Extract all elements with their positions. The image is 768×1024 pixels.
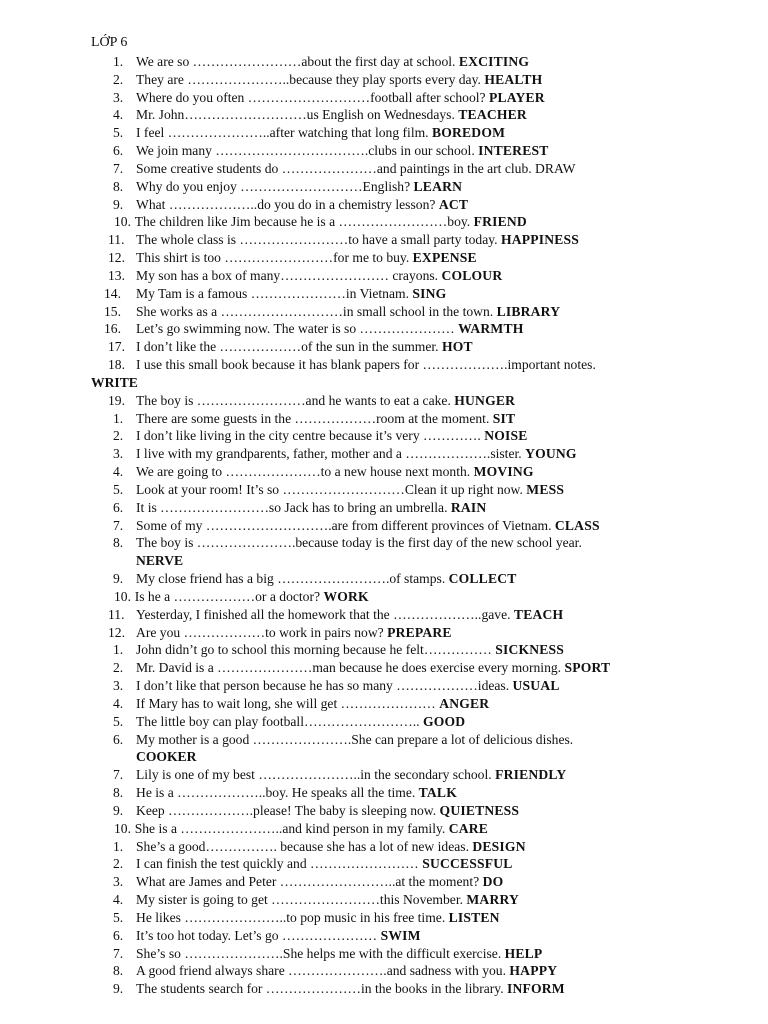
exercise-item: [0, 784, 768, 802]
item-number: 6.: [113, 499, 124, 515]
exercise-item: [0, 677, 768, 695]
item-number: 4.: [113, 107, 124, 123]
item-sentence: [136, 534, 582, 552]
item-sentence: [136, 178, 462, 196]
continued-clue: COOKER: [136, 749, 197, 765]
sentence-text: She works as a ………………………in small school in the town.: [136, 303, 494, 319]
sentence-text: Some of my ……………………….are from different provinces of Vietnam.: [136, 517, 552, 533]
word-form-clue: INTEREST: [478, 143, 549, 159]
sentence-text: The little boy can play football……………………..: [136, 713, 420, 729]
item-number: 7.: [113, 517, 124, 533]
word-form-clue: PREPARE: [387, 624, 452, 640]
exercise-item: [0, 962, 768, 980]
item-number: 1.: [113, 54, 124, 69]
item-sentence: [136, 731, 573, 749]
exercise-item: [0, 641, 768, 659]
sentence-text: Lily is one of my best …………………..in the secondary school.: [136, 767, 492, 783]
item-number: 4.: [113, 695, 124, 711]
sentence-text: I live with my grandparents, father, mother and a ……………….sister.: [136, 446, 522, 462]
item-sentence: [136, 766, 566, 784]
item-number: 9.: [113, 802, 124, 818]
exercise-item: [0, 855, 768, 873]
continued-clue: NERVE: [136, 553, 184, 569]
item-sentence: [136, 659, 610, 677]
sentence-text: My son has a box of many…………………… crayons.: [136, 267, 439, 283]
item-number: 3.: [113, 678, 124, 694]
item-number: 5.: [113, 713, 124, 729]
item-number: 15.: [104, 303, 121, 319]
item-sentence: [136, 338, 473, 356]
exercise-item: [0, 731, 768, 749]
exercise-item: [0, 927, 768, 945]
item-number: 1.: [113, 642, 124, 658]
word-form-clue: SICKNESS: [495, 642, 565, 658]
item-sentence: [136, 909, 500, 927]
exercise-item: [0, 945, 768, 963]
exercise-item: [0, 338, 768, 356]
item-number: 16.: [104, 321, 121, 337]
item-sentence: [135, 588, 369, 606]
item-number: 11.: [108, 232, 125, 248]
item-number: 9.: [113, 196, 124, 212]
exercise-item: [0, 766, 768, 784]
word-form-clue: LIBRARY: [496, 303, 561, 319]
item-sentence: [136, 267, 502, 285]
word-form-clue: TEACHER: [458, 107, 527, 123]
sentence-text: I use this small book because it has blank papers for ……………….important notes.: [136, 357, 596, 373]
item-sentence: [136, 570, 517, 588]
word-form-clue: TEACH: [513, 606, 564, 622]
exercise-item: [0, 285, 768, 303]
item-sentence: [136, 802, 519, 820]
word-form-clue: LEARN: [413, 178, 463, 194]
word-form-clue: WARMTH: [458, 321, 524, 337]
item-number: 5.: [113, 481, 124, 497]
item-sentence: [136, 695, 489, 713]
sentence-text: She’s so ………………….She helps me with the difficult exercise.: [136, 945, 502, 961]
word-form-clue: CLASS: [554, 517, 600, 533]
item-sentence: [136, 285, 446, 303]
sentence-text: We join many …………………………….clubs in our school.: [136, 143, 475, 159]
item-sentence: [136, 142, 549, 160]
word-form-clue: USUAL: [512, 678, 560, 694]
item-sentence: [136, 962, 557, 980]
sentence-text: I can finish the test quickly and ……………………: [136, 856, 419, 872]
word-form-clue: EXPENSE: [412, 250, 477, 266]
sentence-text: What are James and Peter ……………………..at the moment?: [136, 874, 480, 890]
item-sentence: [135, 820, 488, 838]
item-number: 13.: [108, 267, 125, 283]
item-sentence: [136, 392, 515, 410]
sentence-text: If Mary has to wait long, she will get …………………: [136, 695, 436, 711]
word-form-clue: DO: [482, 874, 504, 890]
item-number: 4.: [113, 464, 124, 480]
word-form-clue: MOVING: [473, 464, 534, 480]
sentence-text: This shirt is too ……………………for me to buy.: [136, 250, 410, 266]
word-form-clue: FRIEND: [473, 214, 527, 230]
sentence-text: Where do you often ………………………football after school?: [136, 89, 486, 105]
sentence-text: The children like Jim because he is a ……………………boy.: [134, 214, 471, 230]
word-form-clue: MARRY: [466, 892, 520, 907]
sentence-text: It’s too hot today. Let’s go …………………: [136, 927, 378, 943]
word-form-clue: EXCITING: [458, 54, 530, 69]
exercise-item: [0, 481, 768, 499]
item-sentence: [135, 213, 527, 231]
word-form-clue: ACT: [438, 196, 469, 212]
item-number: 2.: [113, 660, 124, 676]
item-number: 10.: [114, 820, 131, 836]
item-number: 2.: [113, 428, 124, 444]
item-sentence: [136, 53, 529, 71]
exercise-item: [0, 534, 768, 552]
item-number: 8.: [113, 178, 124, 194]
item-sentence: [136, 481, 564, 499]
sentence-text: The boy is ……………………and he wants to eat a cake.: [136, 392, 451, 408]
exercise-item: [0, 196, 768, 214]
page-title: LỚP 6: [91, 35, 128, 50]
sentence-text: They are …………………..because they play sports every day.: [136, 71, 481, 87]
sentence-text: John didn’t go to school this morning because he felt……………: [136, 642, 496, 658]
item-number: 7.: [113, 767, 124, 783]
item-number: 12.: [108, 624, 125, 640]
exercise-item: [0, 463, 768, 481]
item-sentence: [136, 320, 524, 338]
item-number: 19.: [108, 392, 125, 408]
item-sentence: [136, 838, 526, 856]
exercise-item: [0, 909, 768, 927]
sentence-text: I feel …………………..after watching that long film.: [136, 125, 429, 141]
item-number: 10.: [114, 214, 131, 230]
item-number: 6.: [113, 143, 124, 159]
item-number: 11.: [108, 606, 125, 622]
item-number: 17.: [108, 339, 125, 355]
sentence-text: Mr. David is a …………………man because he does exercise every morning.: [136, 660, 562, 676]
item-sentence: [136, 356, 596, 374]
item-sentence: [136, 677, 560, 695]
exercise-item: [0, 713, 768, 731]
word-form-clue: HAPPINESS: [500, 232, 580, 248]
exercise-item: [0, 517, 768, 535]
sentence-text: I don’t like the ………………of the sun in the summer.: [136, 339, 439, 355]
sentence-text: We are so ……………………about the first day at school.: [136, 54, 456, 69]
sentence-text: Mr. John………………………us English on Wednesdays.: [136, 107, 455, 123]
word-form-clue: MESS: [526, 481, 565, 497]
item-sentence: [136, 71, 542, 89]
item-number: 14.: [104, 285, 121, 301]
word-form-clue: QUIETNESS: [439, 802, 520, 818]
word-form-clue: GOOD: [422, 713, 466, 729]
item-number: 8.: [113, 785, 124, 801]
sentence-text: Is he a ………………or a doctor?: [134, 588, 321, 604]
item-number: 2.: [113, 856, 124, 872]
word-form-clue: TALK: [418, 785, 457, 801]
sentence-text: My close friend has a big …………………….of stamps.: [136, 571, 446, 587]
exercise-item: [0, 392, 768, 410]
sentence-text: She’s a good……………. because she has a lot of new ideas.: [136, 838, 469, 854]
word-form-clue: WORK: [323, 588, 369, 604]
item-number: 7.: [113, 160, 124, 176]
item-number: 6.: [113, 731, 124, 747]
exercise-item: [0, 980, 768, 998]
sentence-text: There are some guests in the ………………room at the moment.: [136, 410, 490, 426]
exercise-item: [0, 213, 768, 231]
exercise-item: [0, 142, 768, 160]
exercise-item: [0, 249, 768, 267]
item-sentence: [136, 624, 452, 642]
sentence-text: He likes …………………..to pop music in his free time.: [136, 909, 446, 925]
exercise-item: [0, 624, 768, 642]
item-sentence: [136, 927, 421, 945]
item-sentence: [136, 713, 465, 731]
item-number: 4.: [113, 892, 124, 907]
sentence-text: Look at your room! It’s so ………………………Clean it up right now.: [136, 481, 523, 497]
word-form-clue: ANGER: [439, 695, 490, 711]
sentence-text: My sister is going to get ……………………this November.: [136, 892, 463, 907]
word-form-clue: SUCCESSFUL: [422, 856, 513, 872]
exercise-item: [0, 838, 768, 856]
exercise-item: [0, 802, 768, 820]
item-number: 7.: [113, 945, 124, 961]
word-form-clue: COLOUR: [441, 267, 503, 283]
exercise-item: [0, 71, 768, 89]
item-number: 8.: [113, 535, 124, 551]
sentence-text: I don’t like living in the city centre because it’s very ………….: [136, 428, 481, 444]
item-number: 2.: [113, 71, 124, 87]
sentence-text: The whole class is ……………………to have a small party today.: [136, 232, 498, 248]
exercise-item: [0, 356, 768, 374]
item-sentence: [136, 891, 519, 909]
item-number: 1.: [113, 410, 124, 426]
exercise-item: [0, 659, 768, 677]
word-form-clue: INFORM: [507, 981, 565, 997]
exercise-item: [0, 89, 768, 107]
item-number: 3.: [113, 874, 124, 890]
word-form-clue: DESIGN: [472, 838, 526, 854]
sentence-text: A good friend always share ………………….and sadness with you.: [136, 963, 506, 979]
sentence-text: The boy is ………………….because today is the first day of the new school year.: [136, 535, 582, 551]
exercise-item: [0, 427, 768, 445]
word-form-clue: YOUNG: [525, 446, 577, 462]
item-sentence: [136, 89, 545, 107]
word-form-clue: HUNGER: [454, 392, 516, 408]
exercise-item: [0, 445, 768, 463]
item-number: 6.: [113, 927, 124, 943]
sentence-text: We are going to …………………to a new house next month.: [136, 464, 471, 480]
exercise-item: [0, 695, 768, 713]
sentence-text: Why do you enjoy ………………………English?: [136, 178, 411, 194]
item-sentence: [136, 249, 477, 267]
exercise-item: [0, 588, 768, 606]
item-sentence: [136, 945, 542, 963]
exercise-item: [0, 267, 768, 285]
item-sentence: [136, 606, 563, 624]
item-sentence: [136, 784, 457, 802]
exercise-item: [0, 303, 768, 321]
word-form-clue: SING: [412, 285, 447, 301]
sentence-text: It is ……………………so Jack has to bring an umbrella.: [136, 499, 448, 515]
exercise-item: [0, 891, 768, 909]
item-sentence: [136, 303, 560, 321]
exercise-item: [0, 160, 768, 178]
item-number: 9.: [113, 571, 124, 587]
word-form-clue: PLAYER: [488, 89, 545, 105]
item-number: 9.: [113, 981, 124, 997]
word-form-clue: SWIM: [380, 927, 421, 943]
sentence-text: My mother is a good ………………….She can prepare a lot of delicious dishes.: [136, 731, 574, 747]
exercise-item: [0, 178, 768, 196]
sentence-text: Are you ………………to work in pairs now?: [136, 624, 384, 640]
section-heading: WRITE: [91, 374, 138, 390]
sentence-text: Let’s go swimming now. The water is so …………………: [136, 321, 455, 337]
exercise-item: [0, 820, 768, 838]
item-sentence: [136, 980, 565, 998]
item-sentence: [136, 499, 486, 517]
sentence-text: He is a ………………..boy. He speaks all the time.: [136, 785, 416, 801]
exercise-item: [0, 606, 768, 624]
item-number: 10.: [114, 588, 131, 604]
item-number: 3.: [113, 89, 124, 105]
sentence-text: Some creative students do …………………and paintings in the art club. DRAW: [136, 160, 576, 176]
item-sentence: [136, 410, 515, 428]
sentence-text: Keep ……………….please! The baby is sleeping now.: [136, 802, 437, 818]
exercise-item: [0, 873, 768, 891]
word-form-clue: SIT: [492, 410, 516, 426]
word-form-clue: HELP: [504, 945, 543, 961]
exercise-item: [0, 410, 768, 428]
sentence-text: What ………………..do you do in a chemistry lesson?: [136, 196, 436, 212]
word-form-clue: BOREDOM: [431, 125, 506, 141]
item-sentence: [136, 517, 600, 535]
exercise-item: [0, 106, 768, 124]
exercise-item: [0, 231, 768, 249]
item-number: 18.: [108, 357, 125, 373]
sentence-text: Yesterday, I finished all the homework that the ………………..gave.: [136, 606, 511, 622]
item-sentence: [136, 427, 528, 445]
word-form-clue: NOISE: [484, 428, 528, 444]
exercise-item: [0, 499, 768, 517]
word-form-clue: COLLECT: [448, 571, 517, 587]
item-sentence: [136, 124, 505, 142]
item-number: 12.: [108, 250, 125, 266]
item-sentence: [136, 463, 534, 481]
item-sentence: [136, 873, 503, 891]
item-number: 1.: [113, 838, 124, 854]
sentence-text: The students search for …………………in the books in the library.: [136, 981, 504, 997]
word-form-clue: HAPPY: [509, 963, 558, 979]
item-sentence: [136, 106, 527, 124]
item-number: 3.: [113, 446, 124, 462]
exercise-item: [0, 53, 768, 71]
item-sentence: [136, 196, 468, 214]
word-form-clue: FRIENDLY: [495, 767, 567, 783]
exercise-item: [0, 320, 768, 338]
word-form-clue: SPORT: [564, 660, 611, 676]
exercise-item: [0, 570, 768, 588]
item-sentence: [136, 445, 577, 463]
word-form-clue: CARE: [448, 820, 489, 836]
word-form-clue: LISTEN: [448, 909, 500, 925]
item-sentence: [136, 641, 564, 659]
sentence-text: I don’t like that person because he has so many ………………ideas.: [136, 678, 510, 694]
exercise-item: [0, 124, 768, 142]
word-form-clue: HOT: [441, 339, 473, 355]
sentence-text: My Tam is a famous …………………in Vietnam.: [136, 285, 409, 301]
item-sentence: [136, 855, 513, 873]
item-number: 5.: [113, 125, 124, 141]
sentence-text: She is a …………………..and kind person in my family.: [134, 820, 446, 836]
item-number: 8.: [113, 963, 124, 979]
word-form-clue: HEALTH: [484, 71, 543, 87]
item-sentence: [136, 231, 579, 249]
item-sentence: [136, 160, 576, 178]
item-number: 5.: [113, 909, 124, 925]
word-form-clue: RAIN: [450, 499, 487, 515]
